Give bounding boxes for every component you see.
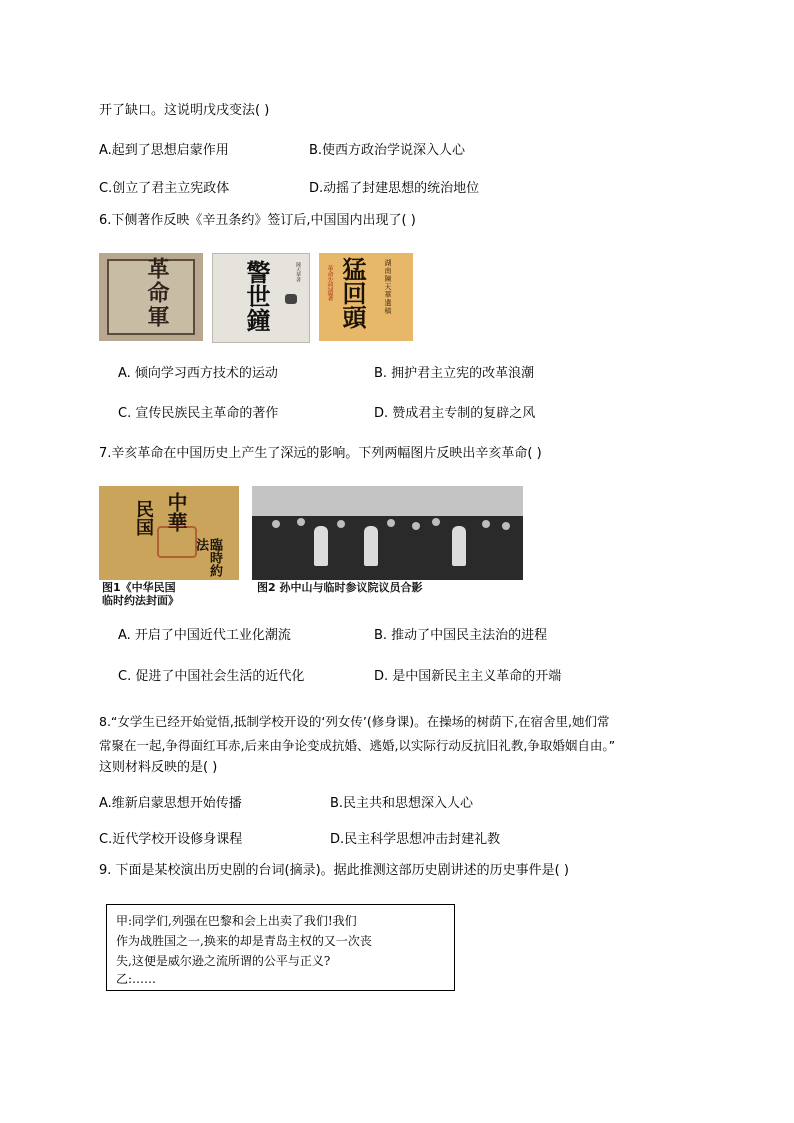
q8-stem-line-2: 常聚在一起,争得面红耳赤,后来由争论变成抗婚、逃婚,以实际行动反抗旧礼教,争取婚姻自由。” bbox=[99, 738, 616, 753]
q6-option-c: C. 宣传民族民主革命的著作 bbox=[118, 406, 279, 421]
script-dialog-box bbox=[106, 904, 455, 991]
q6-stem: 6.下侧著作反映《辛丑条约》签订后,中国国内出现了( ) bbox=[99, 213, 416, 228]
dialog-line: 作为战胜国之一,换来的却是青岛主权的又一次丧 bbox=[116, 934, 372, 948]
book-title: 警世鐘 bbox=[242, 260, 271, 332]
q6-option-b: B. 拥护君主立宪的改革浪潮 bbox=[374, 366, 535, 381]
book-title: 猛回頭 bbox=[338, 257, 367, 329]
caption-figure-2: 图2 孙中山与临时参议院议员合影 bbox=[257, 581, 423, 594]
q6-option-d: D. 赞成君主专制的复辟之风 bbox=[374, 406, 536, 421]
cover-text-minguo: 民国 bbox=[133, 500, 154, 536]
caption-figure-1-line-1: 图1《中华民国 bbox=[102, 581, 176, 594]
dialog-line: 失,这便是威尔逊之流所谓的公平与正义? bbox=[116, 954, 331, 968]
cover-text-linshi-yuefa: 臨時約法 bbox=[193, 538, 222, 577]
q5-option-a: A.起到了思想启蒙作用 bbox=[99, 143, 229, 158]
caption-figure-1-line-2: 临时约法封面》 bbox=[102, 594, 179, 607]
cover-text-zhonghua: 中華 bbox=[164, 492, 188, 532]
q8-option-b: B.民主共和思想深入人心 bbox=[330, 796, 474, 811]
dialog-line: 甲:同学们,列强在巴黎和会上出卖了我们!我们 bbox=[116, 914, 357, 928]
q5-option-b: B.使西方政治学说深入人心 bbox=[309, 143, 466, 158]
q7-stem: 7.辛亥革命在中国历史上产生了深远的影响。下列两幅图片反映出辛亥革命( ) bbox=[99, 446, 542, 461]
book-cover-geming-jun bbox=[99, 253, 203, 341]
stamp-mark bbox=[157, 526, 197, 558]
q5-tail: 开了缺口。这说明戊戌变法( ) bbox=[99, 103, 270, 118]
q8-option-a: A.维新启蒙思想开始传播 bbox=[99, 796, 242, 811]
q7-option-b: B. 推动了中国民主法治的进程 bbox=[374, 628, 548, 643]
seal-mark bbox=[285, 294, 297, 304]
q7-option-c: C. 促进了中国社会生活的近代化 bbox=[118, 669, 305, 684]
book-cover-meng-huitou bbox=[319, 253, 413, 341]
group-photo-image bbox=[252, 486, 523, 580]
book-cover-jingshi-zhong bbox=[212, 253, 310, 343]
q5-option-c: C.创立了君主立宪政体 bbox=[99, 181, 230, 196]
book-author-text: 陳天華著 bbox=[295, 262, 301, 282]
book-side-text-right: 湖南陳天華遺稿 bbox=[384, 259, 392, 315]
dialog-line: 乙:…… bbox=[116, 972, 157, 986]
q8-stem-line-3: 这则材料反映的是( ) bbox=[99, 760, 218, 775]
book-title: 革命軍 bbox=[144, 257, 170, 329]
q9-stem: 9. 下面是某校演出历史剧的台词(摘录)。据此推测这部历史剧讲述的历史事件是( ) bbox=[99, 863, 569, 878]
q8-option-c: C.近代学校开设修身课程 bbox=[99, 832, 243, 847]
q6-option-a: A. 倾向学习西方技术的运动 bbox=[118, 366, 278, 381]
q8-stem-line-1: 8.“女学生已经开始觉悟,抵制学校开设的‘列女传’(修身课)。在操场的树荫下,在宿舍里,她们常 bbox=[99, 714, 610, 729]
q5-option-d: D.动摇了封建思想的统治地位 bbox=[309, 181, 480, 196]
constitution-cover-image bbox=[99, 486, 239, 580]
book-side-text-left: 革命先烈遺著 bbox=[326, 265, 333, 301]
q7-option-d: D. 是中国新民主主义革命的开端 bbox=[374, 669, 562, 684]
q8-option-d: D.民主科学思想冲击封建礼教 bbox=[330, 832, 501, 847]
q7-option-a: A. 开启了中国近代工业化潮流 bbox=[118, 628, 291, 643]
